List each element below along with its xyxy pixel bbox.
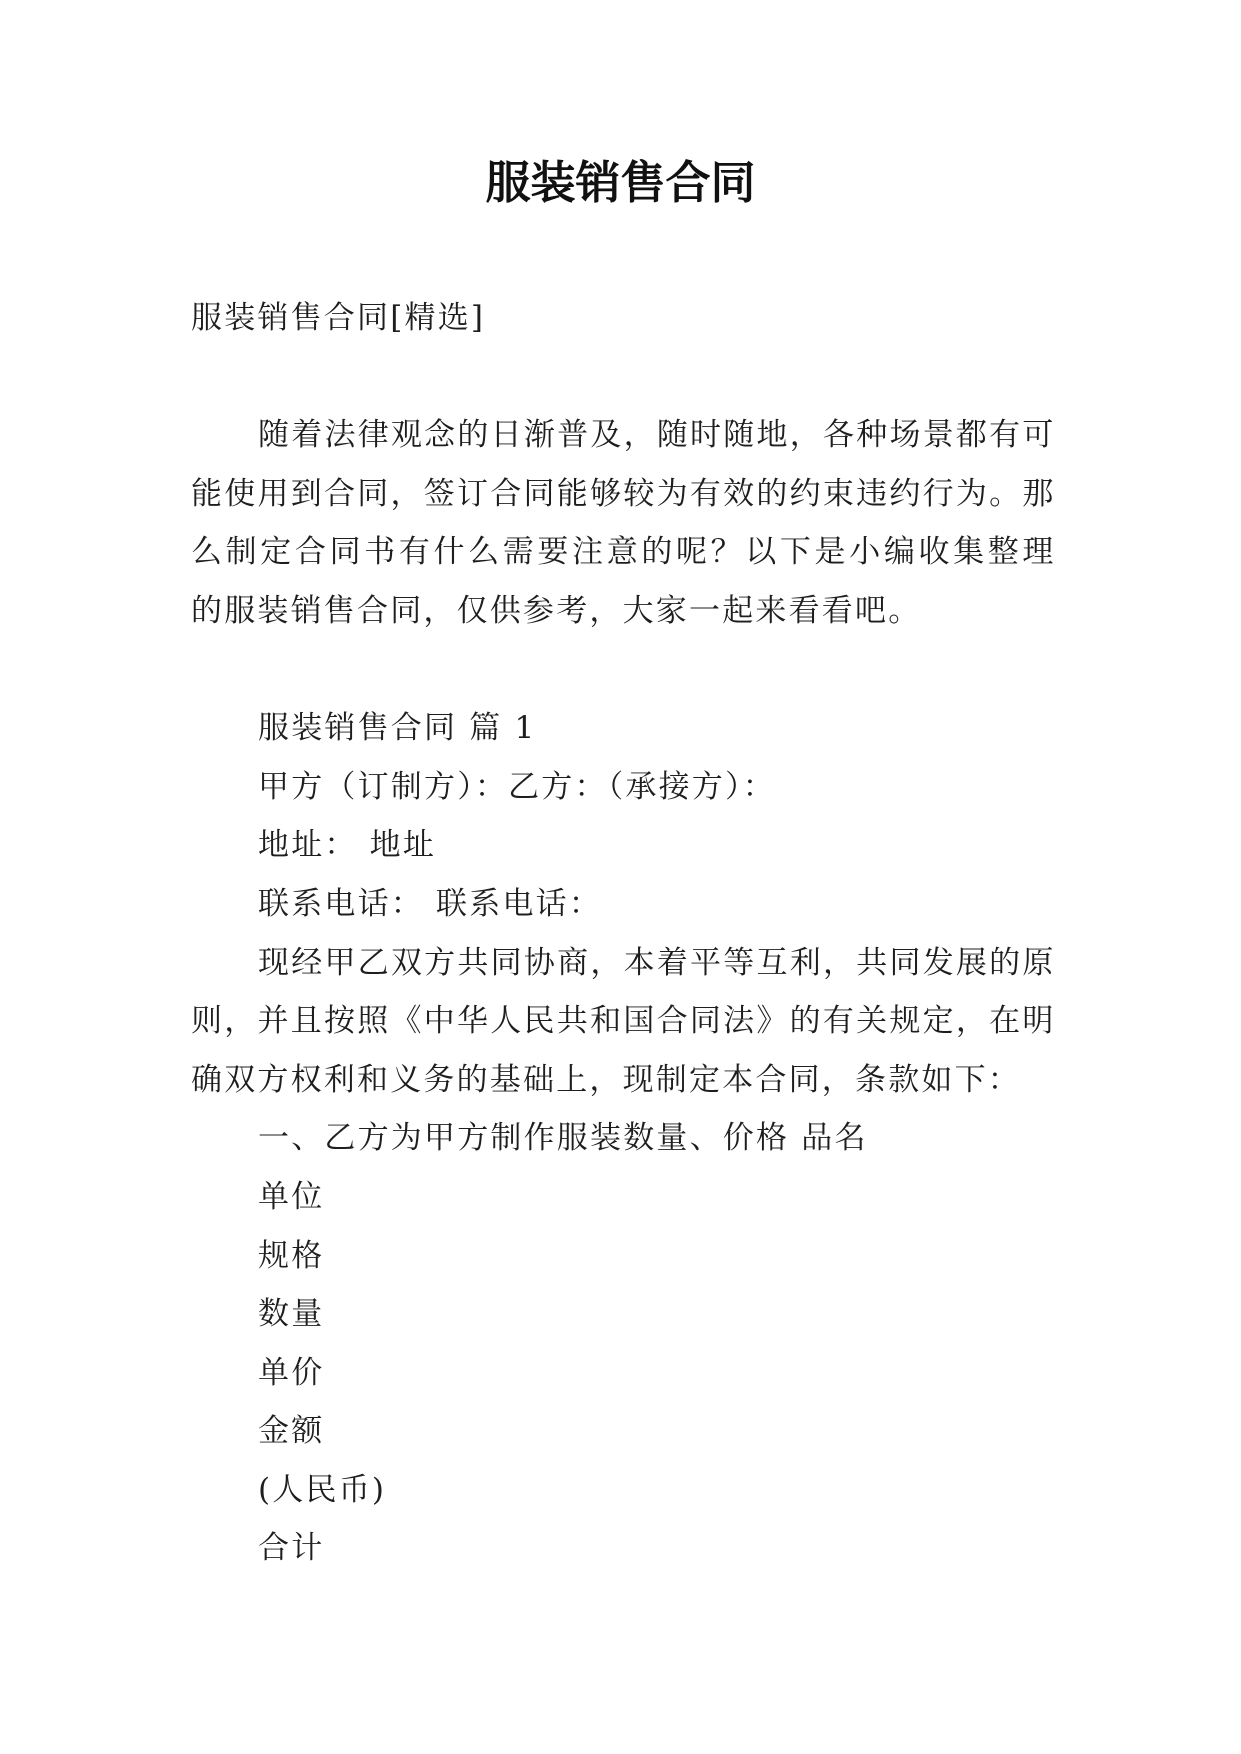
document-subtitle: 服装销售合同[精选] (191, 300, 486, 336)
document-body (191, 289, 1055, 1578)
intro-line: 随着法律观念的日渐普及，随时随地，各种场景都有可 (258, 417, 1055, 454)
contract-section (191, 699, 1055, 1578)
intro-line: 的服装销售合同，仅供参考，大家一起来看看吧。 (191, 592, 922, 629)
intro-line: 么制定合同书有什么需要注意的呢？以下是小编收集整理 (191, 534, 1055, 571)
agreement-line: 则，并且按照《中华人民共和国合同法》的有关规定，在明 (191, 1003, 1055, 1040)
field-amount: 金额 (258, 1413, 325, 1450)
address-line: 地址： 地址 (258, 827, 437, 864)
agreement-line: 确双方权利和义务的基础上，现制定本合同，条款如下： (191, 1061, 1021, 1098)
item-fields-list (191, 1168, 1055, 1578)
agreement-line: 现经甲乙双方共同协商，本着平等互利，共同发展的原 (258, 944, 1055, 981)
phone-line: 联系电话： 联系电话： (258, 885, 603, 922)
clause-1: 一、乙方为甲方制作服装数量、价格 品名 (258, 1120, 868, 1157)
parties-line: 甲方（订制方）：乙方：（承接方）： (258, 768, 776, 805)
document-title: 服装销售合同 (485, 156, 756, 209)
agreement-paragraph (191, 934, 1055, 1110)
intro-line: 能使用到合同，签订合同能够较为有效的约束违约行为。那 (191, 475, 1055, 512)
field-unit: 单位 (258, 1178, 325, 1215)
section-heading: 服装销售合同 篇 1 (258, 710, 537, 747)
field-spec: 规格 (258, 1237, 325, 1274)
intro-paragraph (191, 406, 1055, 640)
field-currency-note: (人民币) (258, 1471, 387, 1508)
field-total: 合计 (258, 1530, 325, 1567)
field-quantity: 数量 (258, 1296, 325, 1333)
field-unit-price: 单价 (258, 1354, 325, 1391)
